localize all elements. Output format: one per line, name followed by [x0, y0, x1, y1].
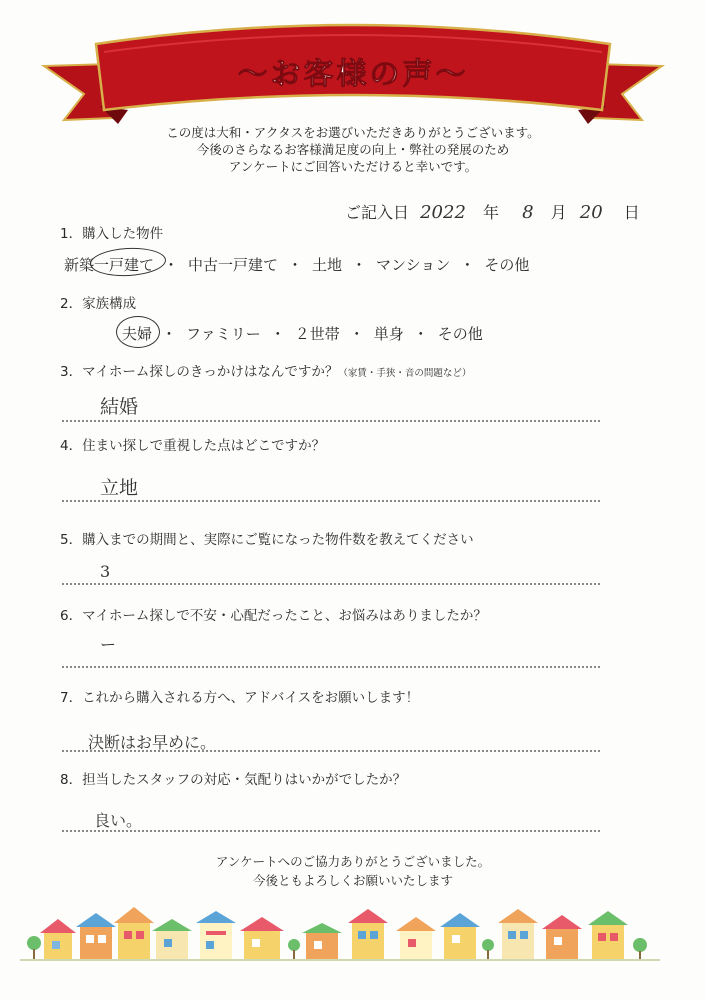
thanks-message	[0, 852, 706, 890]
answer-3: 結婚	[100, 396, 139, 418]
q1-option-used-house[interactable]: 中古一戸建て	[188, 256, 279, 274]
house-icon	[40, 919, 76, 959]
tree-icon	[482, 939, 494, 959]
date-year-unit: 年	[483, 203, 500, 222]
house-icon	[588, 911, 628, 959]
tree-icon	[288, 939, 300, 959]
thanks-line-2: 今後ともよろしくお願いいたします	[252, 873, 453, 888]
answer-3-line	[62, 420, 600, 422]
q2-selected-circle	[116, 316, 160, 348]
house-icon	[302, 923, 342, 959]
question-8: 8．担当したスタッフの対応・気配りはいかがでしたか？	[60, 772, 407, 788]
answer-5-line	[62, 583, 600, 585]
date-label: ご記入日	[345, 203, 410, 222]
q1-option-other[interactable]: その他	[484, 256, 530, 274]
intro-line-1: この度は大和・アクタスをお選びいただきありがとうございます。	[166, 125, 540, 140]
answer-8-line	[62, 830, 600, 832]
question-3	[60, 360, 471, 380]
q1-option-new-house[interactable]: 新築一戸建て	[64, 256, 155, 274]
question-2-options: 夫婦 ・ ファミリー ・ ２世帯 ・ 単身 ・ その他	[122, 325, 483, 343]
date-day-unit: 日	[623, 203, 640, 222]
house-icon	[240, 917, 284, 959]
answer-4-line	[62, 500, 600, 502]
house-icon	[114, 907, 154, 959]
question-7: 7．これから購入される方へ、アドバイスをお願いします！	[60, 690, 420, 706]
answer-7: 決断はお早めに。	[88, 733, 217, 752]
house-icon	[498, 909, 538, 959]
date-day: 20	[579, 202, 603, 223]
ground-line	[20, 959, 660, 961]
q2-option-family[interactable]: ファミリー	[186, 325, 261, 343]
q1-option-mansion[interactable]: マンション	[376, 256, 451, 274]
banner-title: ～お客様の声～	[237, 57, 469, 92]
answer-6-line	[62, 666, 600, 668]
intro-line-2: 今後のさらなるお客様満足度の向上・弊社の発展のため	[196, 142, 510, 157]
house-icon	[440, 913, 480, 959]
houses-illustration	[0, 905, 706, 965]
house-icon	[542, 915, 582, 959]
question-5: 5．購入までの期間と、実際にご覧になった物件数を教えてください	[60, 532, 474, 548]
date-year: 2022	[420, 202, 466, 223]
answer-4: 立地	[100, 477, 139, 499]
house-icon	[348, 909, 388, 959]
question-4: 4．住まい探しで重視した点はどこですか？	[60, 438, 326, 454]
house-icon	[76, 913, 116, 959]
answer-7-line	[62, 750, 600, 752]
question-2: 2．家族構成	[60, 296, 137, 312]
q2-option-other[interactable]: その他	[437, 325, 483, 343]
question-1: 1．購入した物件	[60, 226, 164, 242]
q1-option-land[interactable]: 土地	[312, 256, 343, 274]
date-month-unit: 月	[550, 203, 567, 222]
house-icon	[152, 919, 192, 959]
q2-option-single[interactable]: 単身	[373, 325, 404, 343]
house-icon	[196, 911, 236, 959]
answer-6: ー	[100, 635, 117, 654]
house-icon	[396, 917, 436, 959]
thanks-line-1: アンケートへのご協力ありがとうございました。	[215, 854, 491, 869]
q2-option-two-generation[interactable]: ２世帯	[294, 325, 340, 343]
q2-option-couple[interactable]: 夫婦	[122, 325, 153, 343]
question-3-note: （家賃・手狭・音の問題など）	[338, 368, 472, 379]
question-1-options: 新築一戸建て ・ 中古一戸建て ・ 土地 ・ マンション ・ その他	[64, 256, 530, 274]
question-3-text: 3．マイホーム探しのきっかけはなんですか？	[60, 364, 339, 380]
question-6: 6．マイホーム探しで不安・心配だったこと、お悩みはありましたか？	[60, 608, 487, 624]
tree-icon	[27, 936, 41, 959]
answer-8: 良い。	[94, 811, 143, 830]
tree-icon	[633, 938, 647, 959]
date-row	[345, 200, 640, 223]
answer-5: 3	[100, 562, 111, 581]
intro-line-3: アンケートにご回答いただけると幸いです。	[228, 159, 478, 174]
date-month: 8	[522, 202, 534, 223]
